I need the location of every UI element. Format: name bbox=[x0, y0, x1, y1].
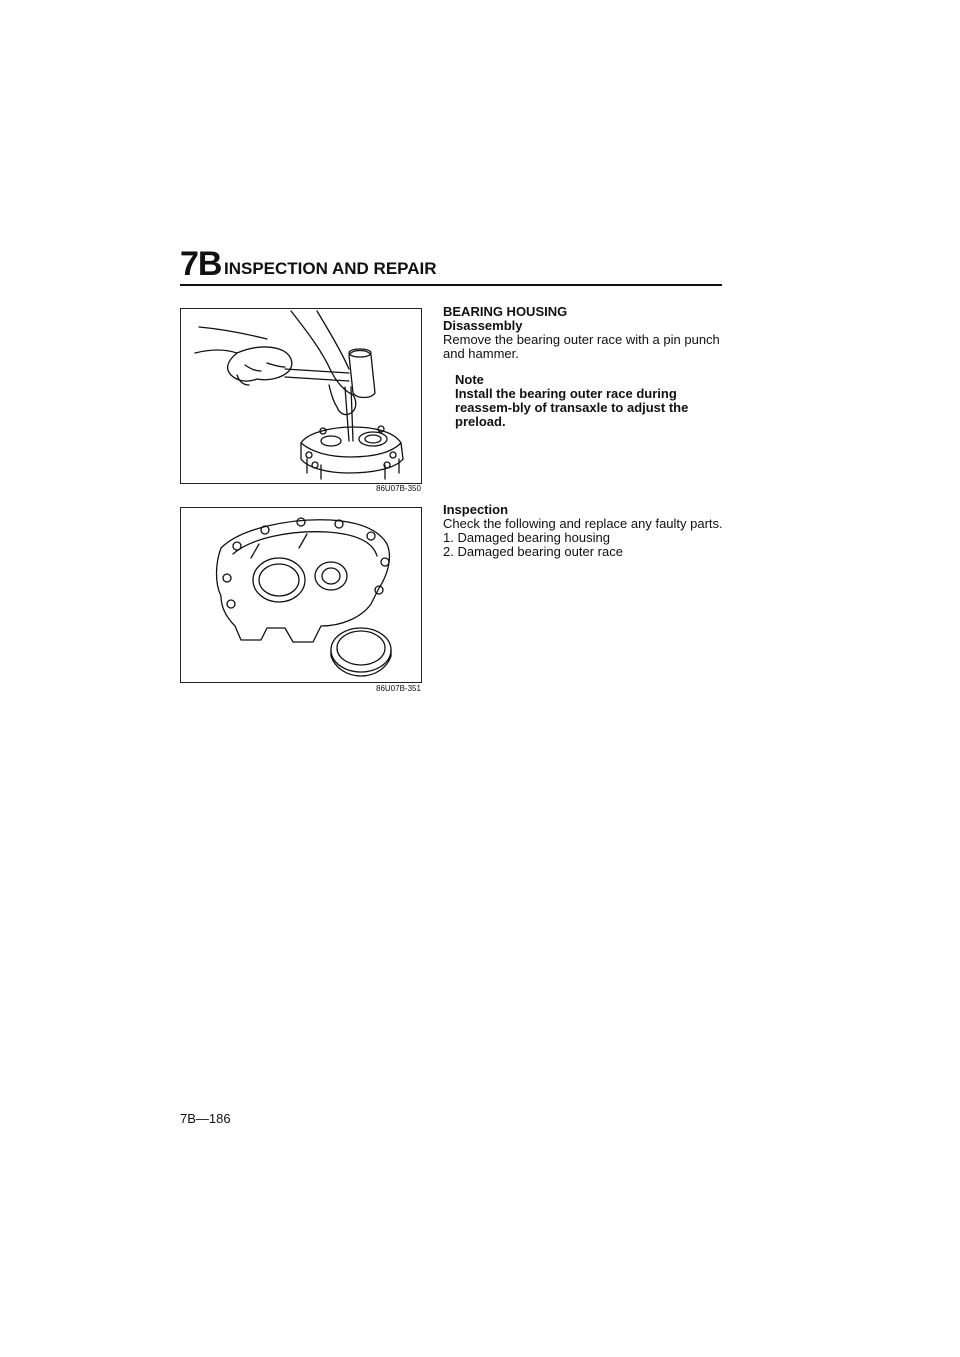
note-block bbox=[455, 373, 728, 429]
header-rule bbox=[180, 284, 722, 286]
inspection-list bbox=[443, 531, 728, 559]
figure-code: 86U07B-351 bbox=[376, 684, 421, 693]
housing-race-illustration bbox=[181, 508, 421, 682]
subheading: Disassembly bbox=[443, 318, 523, 333]
figure-hammer-punch bbox=[180, 308, 422, 484]
list-item: 1. Damaged bearing housing bbox=[443, 530, 610, 545]
section-code: 7B bbox=[180, 245, 222, 283]
section-title: INSPECTION AND REPAIR bbox=[224, 259, 437, 278]
body-text: Remove the bearing outer race with a pin punch and hammer. bbox=[443, 332, 720, 361]
note-text: Install the bearing outer race during reassem-bly of transaxle to adjust the preload. bbox=[455, 386, 689, 429]
section-heading: BEARING HOUSING bbox=[443, 304, 568, 319]
figure-code: 86U07B-350 bbox=[376, 484, 421, 493]
body-text: Check the following and replace any faulty parts. bbox=[443, 516, 723, 531]
figure-housing-race bbox=[180, 507, 422, 683]
list-item: 2. Damaged bearing outer race bbox=[443, 544, 623, 559]
bearing-housing-section bbox=[443, 305, 728, 429]
subheading: Inspection bbox=[443, 502, 509, 517]
page-number: 7B—186 bbox=[180, 1111, 231, 1126]
hammer-punch-illustration bbox=[181, 309, 421, 483]
note-label: Note bbox=[455, 372, 484, 387]
inspection-section bbox=[443, 503, 728, 559]
